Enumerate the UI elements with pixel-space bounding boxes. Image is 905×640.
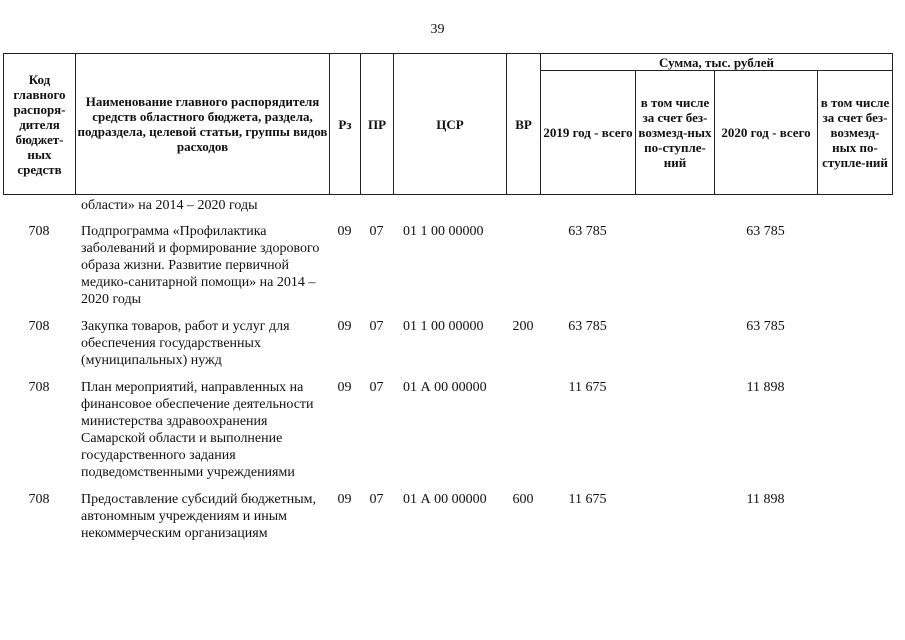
header-pr: ПР xyxy=(361,54,394,195)
table-header xyxy=(3,53,893,195)
row-rz: 09 xyxy=(337,319,352,334)
table-row xyxy=(3,491,892,552)
row-2019-free xyxy=(635,491,714,552)
header-2020-total: 2020 год - всего xyxy=(715,71,818,195)
header-name: Наименование главного распорядителя средств областного бюджета, раздела, подраздела, целевой статьи, группы видов расходов xyxy=(76,54,330,195)
row-name: Предоставление субсидий бюджетным, автономным учреждениям и иным некоммерческим организациям xyxy=(81,492,317,541)
row-2020-total: 63 785 xyxy=(746,319,785,334)
table-row xyxy=(3,223,892,318)
header-2020-free: в том числе за счет без-возмезд-ных по-ступле-ний xyxy=(818,71,893,195)
row-2020-total: 11 898 xyxy=(746,492,785,507)
row-2020-total: 63 785 xyxy=(746,224,785,239)
row-pr: 07 xyxy=(369,380,384,395)
continuation-text: области» на 2014 – 2020 годы xyxy=(81,198,258,213)
row-pr: 07 xyxy=(369,492,384,507)
header-vr: ВР xyxy=(507,54,541,195)
table-row-continuation xyxy=(3,197,892,223)
header-2019-free: в том числе за счет без-возмезд-ных по-ступле-ний xyxy=(636,71,715,195)
row-rz: 09 xyxy=(337,380,352,395)
row-2020-free xyxy=(817,318,892,379)
row-name: План мероприятий, направленных на финансовое обеспечение деятельности министерства здравоохранения Самарской области и выполнение государственного задания подведомственными учреждениями xyxy=(81,380,314,480)
row-csr: 01 1 00 00000 xyxy=(403,319,484,334)
header-sum: Сумма, тыс. рублей xyxy=(541,54,893,71)
row-code: 708 xyxy=(28,380,50,395)
row-2019-free xyxy=(635,379,714,491)
row-2020-total: 11 898 xyxy=(746,380,785,395)
row-pr: 07 xyxy=(369,319,384,334)
table-row xyxy=(3,379,892,491)
row-name: Закупка товаров, работ и услуг для обеспечения государственных (муниципальных) нужд xyxy=(81,319,290,368)
row-2020-free xyxy=(817,223,892,318)
row-name: Подпрограмма «Профилактика заболеваний и формирование здорового образа жизни. Развитие первичной медико-санитарной помощи» на 2014 – 2020 годы xyxy=(81,224,320,307)
row-rz: 09 xyxy=(337,492,352,507)
header-code: Код главного распоря-дителя бюджет-ных средств xyxy=(4,54,76,195)
row-vr: 200 xyxy=(512,319,534,334)
header-rz: Рз xyxy=(330,54,361,195)
row-2019-free xyxy=(635,223,714,318)
row-csr: 01 А 00 00000 xyxy=(403,492,487,507)
row-code: 708 xyxy=(28,492,50,507)
row-2020-free xyxy=(817,379,892,491)
row-code: 708 xyxy=(28,224,50,239)
table-row xyxy=(3,318,892,379)
row-rz: 09 xyxy=(337,224,352,239)
row-csr: 01 А 00 00000 xyxy=(403,380,487,395)
row-code: 708 xyxy=(28,319,50,334)
row-2019-total: 11 675 xyxy=(568,492,607,507)
row-2019-total: 63 785 xyxy=(568,224,607,239)
header-2019-total: 2019 год - всего xyxy=(541,71,636,195)
row-2019-total: 11 675 xyxy=(568,380,607,395)
row-2020-free xyxy=(817,491,892,552)
row-2019-total: 63 785 xyxy=(568,319,607,334)
row-vr xyxy=(506,223,540,318)
page-number: 39 xyxy=(430,22,445,37)
header-csr: ЦСР xyxy=(394,54,507,195)
row-vr: 600 xyxy=(512,492,534,507)
row-2019-free xyxy=(635,318,714,379)
table-body xyxy=(3,197,892,552)
row-csr: 01 1 00 00000 xyxy=(403,224,484,239)
row-vr xyxy=(506,379,540,491)
row-pr: 07 xyxy=(369,224,384,239)
